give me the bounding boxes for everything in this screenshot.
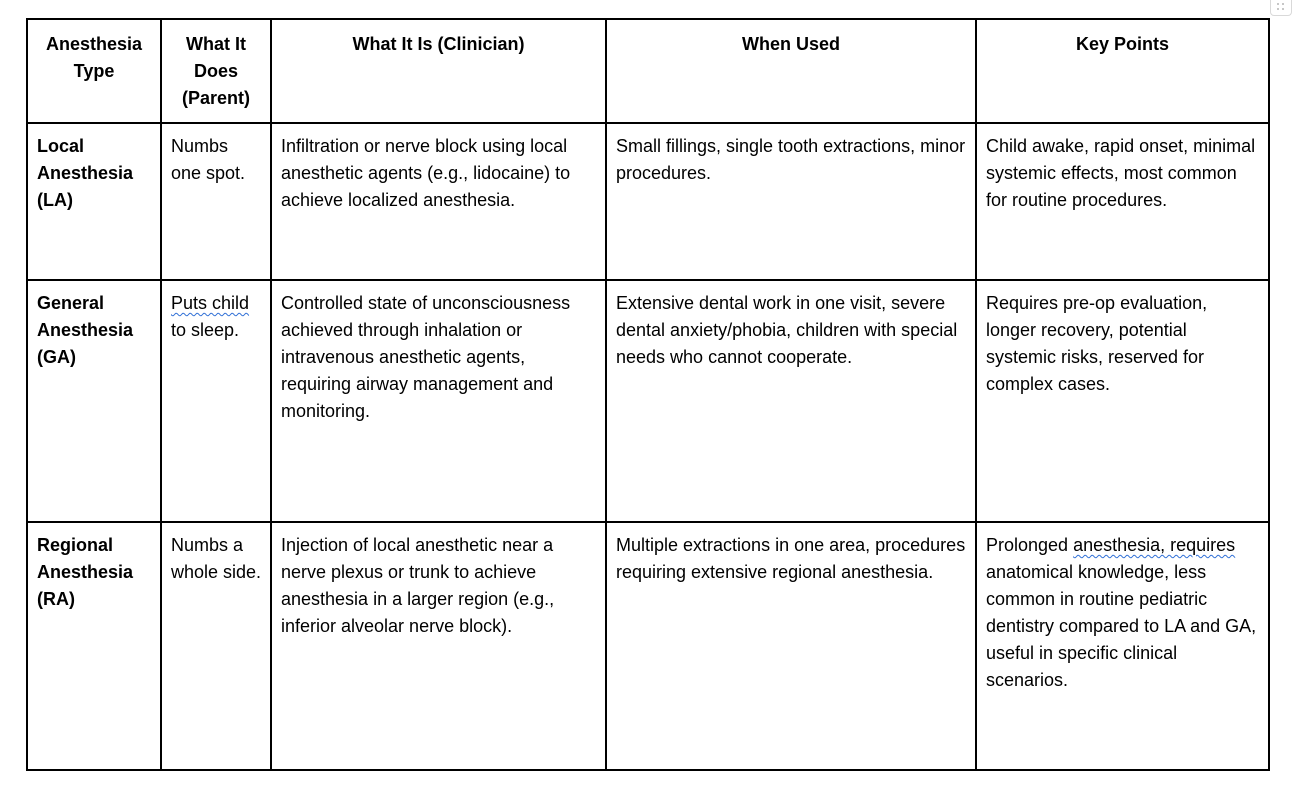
cell-what-it-does[interactable]: Numbs one spot.: [161, 123, 271, 280]
cell-what-it-is[interactable]: Controlled state of unconsciousness achieved through inhalation or intravenous anesthetic agents, requiring airway management and monitoring.: [271, 280, 606, 522]
cell-what-it-does[interactable]: Numbs a whole side.: [161, 522, 271, 770]
table-row: [27, 522, 1269, 770]
header-when-used[interactable]: When Used: [606, 19, 976, 123]
cell-what-it-is[interactable]: Infiltration or nerve block using local anesthetic agents (e.g., lidocaine) to achieve localized anesthesia.: [271, 123, 606, 280]
cell-key-points[interactable]: Requires pre-op evaluation, longer recovery, potential systemic risks, reserved for complex cases.: [976, 280, 1269, 522]
cell-key-points[interactable]: Child awake, rapid onset, minimal systemic effects, most common for routine procedures.: [976, 123, 1269, 280]
drag-dots-icon: [1277, 3, 1287, 13]
cell-when-used[interactable]: Small fillings, single tooth extractions, minor procedures.: [606, 123, 976, 280]
cell-anesthesia-type[interactable]: Local Anesthesia (LA): [27, 123, 161, 280]
cell-anesthesia-type[interactable]: General Anesthesia (GA): [27, 280, 161, 522]
header-what-it-is[interactable]: What It Is (Clinician): [271, 19, 606, 123]
cell-what-it-is[interactable]: Injection of local anesthetic near a nerve plexus or trunk to achieve anesthesia in a larger region (e.g., inferior alveolar nerve block).: [271, 522, 606, 770]
cell-when-used[interactable]: Extensive dental work in one visit, severe dental anxiety/phobia, children with special needs who cannot cooperate.: [606, 280, 976, 522]
cell-key-points[interactable]: Prolonged anesthesia, requires anatomical knowledge, less common in routine pediatric dentistry compared to LA and GA, useful in specific clinical scenarios.: [976, 522, 1269, 770]
header-key-points[interactable]: Key Points: [976, 19, 1269, 123]
header-what-it-does[interactable]: What It Does (Parent): [161, 19, 271, 123]
spellcheck-flag[interactable]: Puts child: [171, 293, 250, 313]
cell-anesthesia-type[interactable]: Regional Anesthesia (RA): [27, 522, 161, 770]
spellcheck-flag[interactable]: anesthesia, requires: [1073, 535, 1236, 555]
table-row: [27, 123, 1269, 280]
anesthesia-comparison-table: [26, 18, 1270, 771]
cell-when-used[interactable]: Multiple extractions in one area, procedures requiring extensive regional anesthesia.: [606, 522, 976, 770]
header-anesthesia-type[interactable]: Anesthesia Type: [27, 19, 161, 123]
cell-what-it-does[interactable]: Puts child to sleep.: [161, 280, 271, 522]
table-header-row: [27, 19, 1269, 123]
table-drag-handle[interactable]: [1270, 0, 1292, 16]
table-row: [27, 280, 1269, 522]
